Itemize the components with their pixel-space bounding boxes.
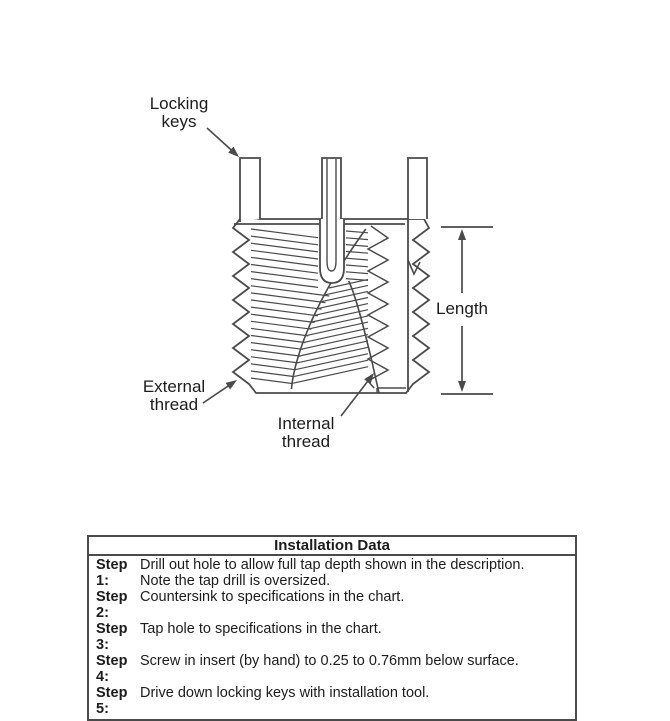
step-text (140, 653, 573, 685)
internal-thread-profile (368, 226, 388, 388)
left-locking-key (240, 158, 260, 222)
label-leader-arrows (203, 128, 371, 416)
step-text-line: Note the tap drill is oversized. (140, 573, 331, 589)
label-internal-thread (260, 415, 352, 450)
step-label: Step 4: (96, 653, 128, 685)
step-row (89, 621, 573, 653)
table-body (89, 556, 575, 719)
label-locking-keys (134, 95, 224, 130)
external-thread-lines (251, 229, 329, 384)
right-locking-key (408, 158, 427, 219)
label-line: Length (436, 299, 488, 318)
internal-thread-arrow (341, 377, 371, 416)
step-text (140, 557, 573, 589)
center-key-slot (320, 219, 344, 283)
step-text-line: Tap hole to specifications in the chart. (140, 621, 382, 637)
step-text-line: Screw in insert (by hand) to 0.25 to 0.76mm below surface. (140, 653, 519, 669)
step-label: Step 2: (96, 589, 128, 621)
dimension-arrowhead-down (458, 381, 466, 392)
label-line: thread (281, 431, 331, 451)
step-label: Step 5: (96, 685, 128, 717)
table-title: Installation Data (89, 537, 575, 556)
step-text (140, 685, 573, 717)
label-length (436, 300, 506, 318)
installation-data-table (87, 535, 577, 721)
center-key-outer (322, 158, 341, 219)
step-text-line: Drill out hole to allow full tap depth shown in the description. (140, 557, 525, 573)
step-text-line: Drive down locking keys with installation tool. (140, 685, 430, 701)
step-row (89, 653, 573, 685)
label-line: keys (161, 111, 197, 131)
step-text (140, 621, 573, 653)
dimension-arrowhead-up (458, 229, 466, 240)
arrowheads (226, 147, 466, 392)
external-thread-arrow-head (226, 380, 237, 390)
step-text (140, 589, 573, 621)
step-row (89, 685, 573, 717)
label-external-thread (128, 378, 220, 413)
label-line: Internal (277, 414, 335, 433)
label-line: External (142, 377, 206, 396)
step-label: Step 1: (96, 557, 128, 589)
locking-keys-group (240, 158, 427, 283)
step-row (89, 589, 573, 621)
step-text-line: Countersink to specifications in the chart. (140, 589, 405, 605)
step-label: Step 3: (96, 621, 128, 653)
label-line: thread (149, 394, 199, 414)
label-line: Locking (149, 94, 209, 113)
right-key-tip (408, 260, 420, 274)
step-row (89, 557, 573, 589)
